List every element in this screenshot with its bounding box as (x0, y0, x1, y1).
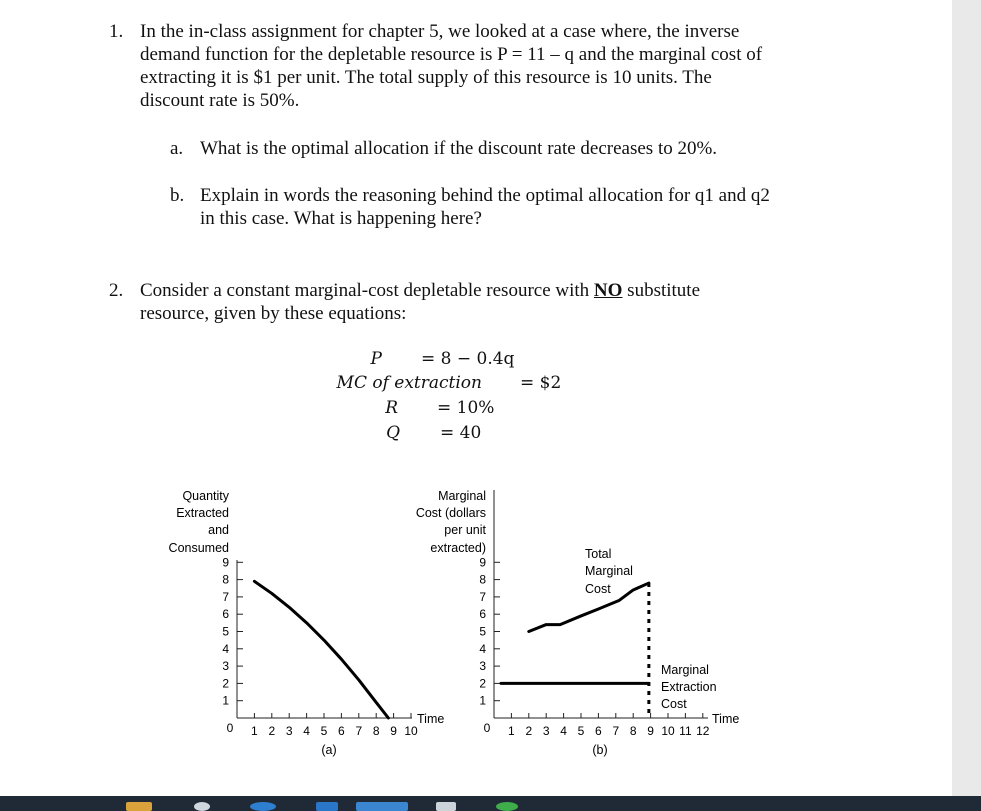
search-icon[interactable] (194, 802, 210, 811)
chart-a-xlabel: Time (417, 712, 445, 726)
chart-a-xtick-label-9: 9 (390, 724, 397, 738)
chart-a-xtick-label-7: 7 (355, 724, 363, 738)
chart-b-ylabel-3: per unit (444, 523, 486, 537)
question-1a-text: What is the optimal allocation if the discount rate decreases to 20%. (200, 138, 718, 159)
chart-b-xtick-label-11: 11 (679, 724, 692, 738)
question-1b-line-1: Explain in words the reasoning behind the optimal allocation for q1 and q2 (200, 185, 770, 206)
store-icon[interactable] (316, 802, 338, 811)
chart-b (416, 489, 740, 757)
question-1-line-3: extracting it is $1 per unit. The total supply of this resource is 10 units. The (140, 67, 712, 88)
chart-a-xtick-label-2: 2 (268, 724, 276, 738)
chart-a-xtick-label-3: 3 (285, 724, 293, 738)
question-1-number: 1. (109, 21, 124, 42)
chart-a-ytick-label-5: 5 (222, 624, 229, 639)
chart-b-xtick-label-7: 7 (612, 724, 620, 738)
question-2-emphasis-no: NO (593, 280, 623, 301)
taskbar (0, 796, 981, 811)
chart-b-xlabel: Time (712, 712, 740, 726)
chart-a-ytick-label-4: 4 (222, 641, 229, 656)
chart-b-xtick-label-1: 1 (508, 724, 515, 738)
figure-charts (0, 470, 952, 790)
chart-b-xtick-label-5: 5 (577, 724, 585, 738)
chart-b-ytick-label-2: 2 (479, 676, 486, 691)
chart-a-xtick-label-10: 10 (404, 724, 418, 738)
chart-b-ytick-label-1: 1 (479, 693, 486, 708)
chart-b-ytick-label-7: 7 (479, 589, 486, 604)
question-1-line-4: discount rate is 50%. (140, 90, 300, 111)
question-1a-label: a. (170, 138, 184, 159)
chart-b-ytick-label-5: 5 (479, 624, 486, 639)
chart-b-xtick-label-12: 12 (696, 724, 710, 738)
chart-b-xtick-label-4: 4 (560, 724, 567, 738)
question-2-line-1 (140, 279, 700, 302)
question-2-line-1-pre: Consider a constant marginal-cost depletable resource with (140, 280, 594, 301)
marginal-extraction-cost-label-2: Extraction (661, 680, 717, 694)
word-icon[interactable] (356, 802, 408, 811)
question-1-line-1: In the in-class assignment for chapter 5, we looked at a case where, the inverse (140, 21, 740, 42)
chrome-icon[interactable] (496, 802, 518, 811)
chart-a-ytick-label-1: 1 (222, 693, 229, 708)
chart-b-xtick-label-2: 2 (525, 724, 533, 738)
chart-a-ytick-label-7: 7 (222, 589, 229, 604)
quantity-extracted-and-consumed-line (254, 581, 388, 718)
chart-a-ytick-label-3: 3 (222, 659, 229, 674)
chart-a-xtick-label-8: 8 (372, 724, 380, 738)
question-2-line-1-post: substitute (622, 280, 701, 301)
marginal-extraction-cost-label-1: Marginal (661, 663, 709, 677)
chart-b-ylabel-4: extracted) (430, 541, 486, 555)
total-marginal-cost-label-3: Cost (585, 582, 611, 596)
chart-a-xtick-label-4: 4 (303, 724, 310, 738)
chart-a-ylabel-2: Extracted (176, 506, 229, 520)
chart-b-ylabel-1: Marginal (438, 489, 486, 503)
marginal-extraction-cost-label-3: Cost (661, 697, 687, 711)
chart-b-xtick-label-9: 9 (647, 724, 654, 738)
chart-b-ytick-label-9: 9 (479, 555, 486, 570)
chart-a-xtick-label-5: 5 (320, 724, 328, 738)
chart-a-ylabel-1: Quantity (182, 489, 229, 503)
chart-a-xtick-label-1: 1 (251, 724, 258, 738)
chart-a-caption: (a) (321, 743, 337, 757)
chart-a-ylabel-4: Consumed (168, 541, 229, 555)
chart-a-ytick-label-9: 9 (222, 555, 229, 570)
file-explorer-icon[interactable] (126, 802, 152, 811)
question-1b-line-2: in this case. What is happening here? (200, 208, 482, 229)
chart-b-xtick-label-6: 6 (595, 724, 602, 738)
chart-b-ytick-label-3: 3 (479, 659, 486, 674)
equation-price-rhs: = 8 − 0.4q (421, 349, 515, 369)
question-1b-label: b. (170, 185, 185, 206)
chart-a-ytick-label-8: 8 (222, 572, 229, 587)
chart-a-ytick-label-2: 2 (222, 676, 229, 691)
total-marginal-cost-label-1: Total (585, 547, 612, 561)
chart-b-ytick-label-4: 4 (479, 641, 486, 656)
chart-b-xtick-label-3: 3 (542, 724, 550, 738)
chart-a-xtick-label-6: 6 (338, 724, 345, 738)
equation-rate-rhs: = 10% (437, 398, 495, 418)
chart-a (169, 489, 445, 757)
edge-browser-icon[interactable] (250, 802, 276, 811)
equation-quantity-lhs: Q (386, 423, 400, 443)
equation-mc-lhs: MC of extraction (336, 373, 482, 393)
equation-mc-rhs: = $2 (520, 373, 562, 393)
chart-b-caption: (b) (592, 743, 608, 757)
equation-rate-lhs: R (385, 398, 398, 418)
chart-b-ytick-label-8: 8 (479, 572, 486, 587)
vertical-scrollbar[interactable] (952, 0, 981, 796)
document-icon[interactable] (436, 802, 456, 811)
chart-b-ytick-label-6: 6 (479, 607, 486, 622)
chart-b-origin: 0 (483, 721, 491, 735)
chart-a-origin: 0 (226, 721, 234, 735)
chart-b-xtick-label-10: 10 (661, 724, 675, 738)
question-2-number: 2. (109, 280, 124, 301)
chart-b-xtick-label-8: 8 (629, 724, 637, 738)
question-2-line-2: resource, given by these equations: (140, 303, 407, 324)
chart-b-ylabel-2: Cost (dollars (415, 506, 486, 520)
chart-a-ytick-label-6: 6 (222, 607, 229, 622)
equation-quantity-rhs: = 40 (440, 423, 482, 443)
chart-a-ylabel-3: and (208, 523, 229, 537)
equation-price-lhs: P (370, 349, 382, 369)
total-marginal-cost-label-2: Marginal (585, 564, 633, 578)
question-1-line-2: demand function for the depletable resource is P = 11 – q and the marginal cost of (140, 44, 763, 65)
